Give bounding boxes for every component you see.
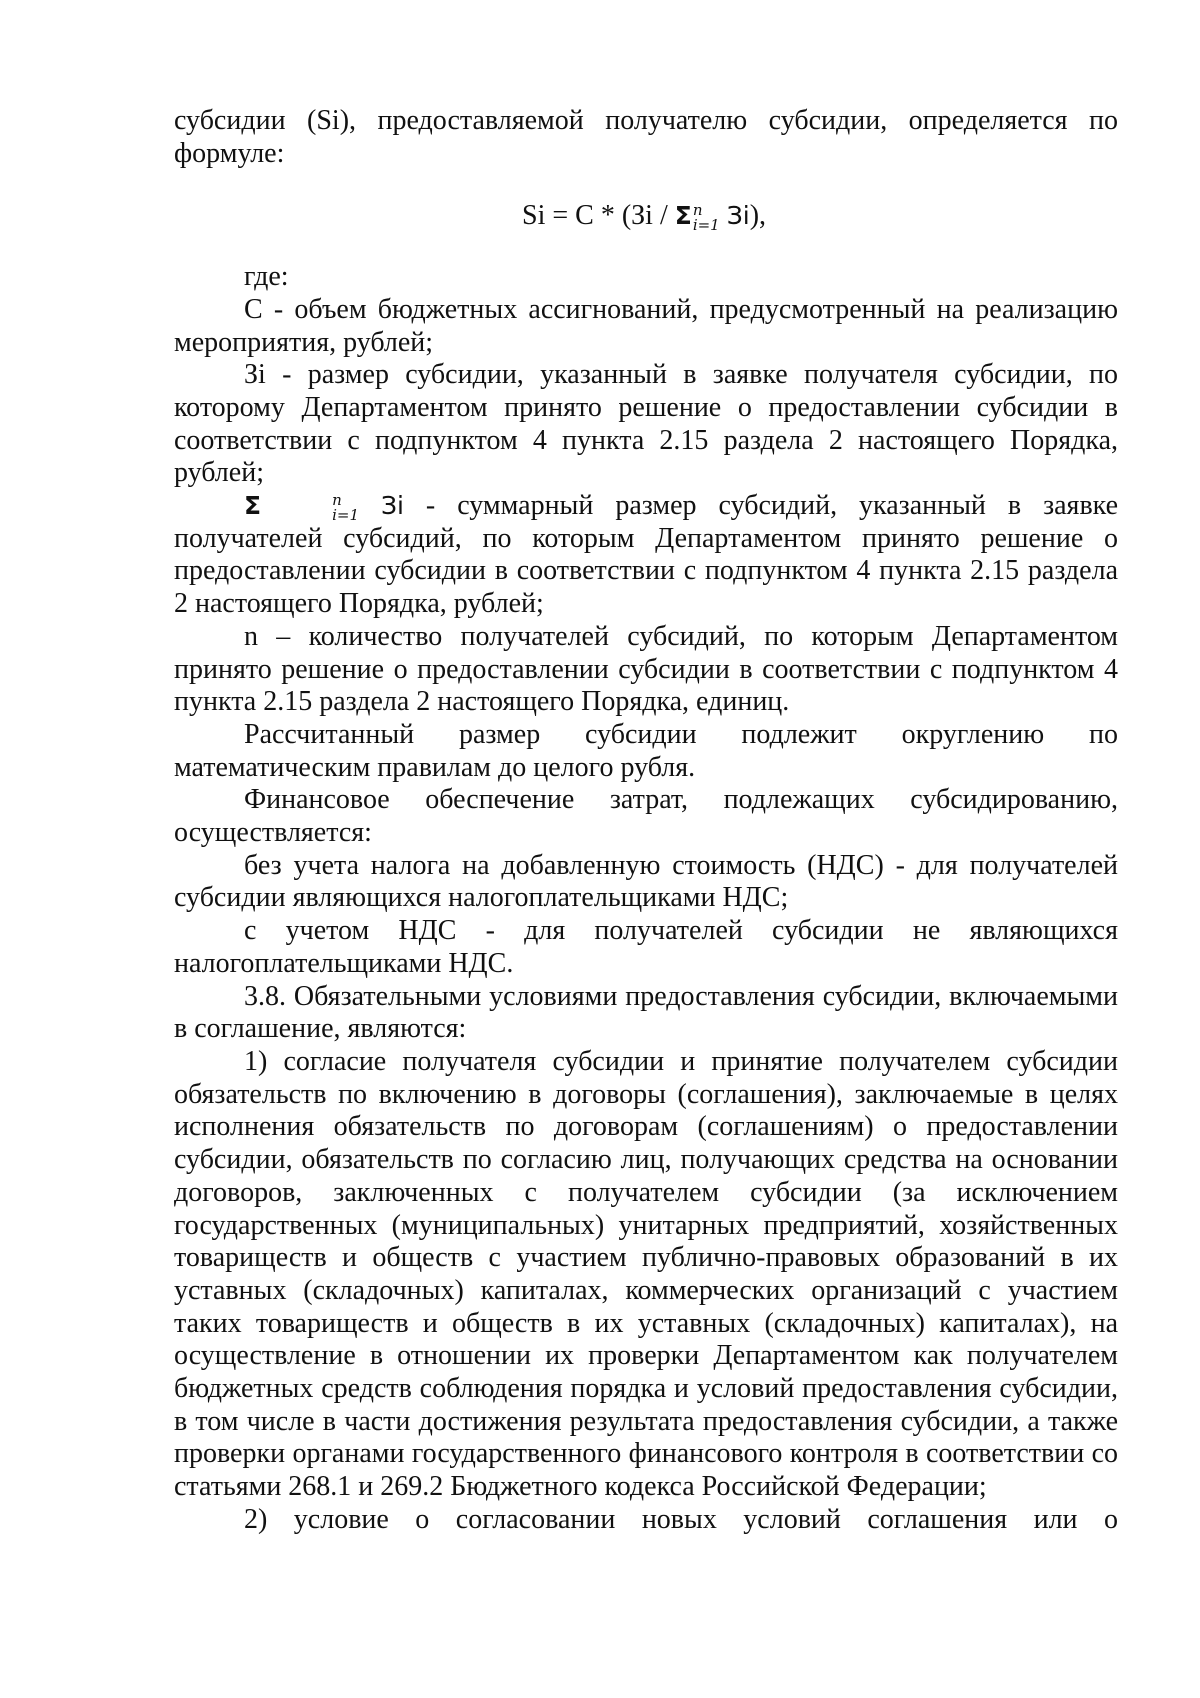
formula-left: Si = C * (Зi / [522,200,668,232]
definition-c: C - объем бюджетных ассигнований, предусмотренный на реализацию мероприятия, рублей; [174,293,1118,358]
sum-upper-limit: n [332,490,342,509]
with-vat-paragraph: с учетом НДС - для получателей субсидии не являющихся налогоплательщиками НДС. [174,915,1118,979]
intro-paragraph: субсидии (Si), предоставляемой получателю субсидии, определяется по формуле: [174,105,1118,169]
where-label: где: [244,261,289,293]
definition-zi: Зi - размер субсидии, указанный в заявке получателя субсидии, по которому Департаментом принято решение о предоставлении субсидии в соответствии с подпунктом 4 пункта 2.15 раздела 2 настоящего Порядка, рублей; [174,359,1118,489]
sum-lower-limit: i=1 [692,215,720,234]
without-vat-paragraph: без учета налога на добавленную стоимость (НДС) - для получателей субсидии являющихся налогоплательщиками НДС; [174,849,1118,914]
financing-paragraph: Финансовое обеспечение затрат, подлежащих субсидированию, осуществляется: [174,784,1118,849]
formula-term: Зi [726,201,750,231]
subsidy-formula [174,200,1118,233]
document-page [174,105,1118,1537]
sigma-symbol: Σ [244,491,262,521]
definition-n: n – количество получателей субсидий, по которым Департаментом принято решение о предоставлении субсидии в соответствии с подпунктом 4 пункта 2.15 раздела 2 настоящего Порядка, единиц. [174,620,1118,718]
sigma-symbol: Σ [674,201,692,231]
formula-right: ), [749,200,767,232]
definition-sum-text: - суммарный размер субсидий, указанный в заявке получателей субсидий, по которым Департаментом принято решение о предоставлении субсидии в соответствии с подпунктом 4 пункта 2.15 раздела 2 настоящего Порядка, рублей; [174,490,1118,620]
sum-term: Зi [380,491,404,521]
definition-sum [174,490,1118,621]
sum-lower-limit: i=1 [332,505,359,524]
item-2: 2) условие о согласовании новых условий соглашения или о [244,1503,1118,1535]
clause-3-8: 3.8. Обязательными условиями предоставления субсидии, включаемыми в соглашение, являются: [174,980,1118,1045]
item-1: 1) согласие получателя субсидии и принятие получателем субсидии обязательств по включению в договоры (соглашения), заключаемые в целях исполнения обязательств по договорам (соглашениям) о предоставлении субсидии, обязательств по согласию лиц, получающих средства на основании договоров, заключенных с получателем субсидии (за исключением государственных (муниципальных) унитарных предприятий, хозяйственных товариществ и обществ с участием публично-правовых образований в их уставных (складочных) капиталах, коммерческих организаций с участием таких товариществ и обществ в их уставных (складочных) капиталах), на осуществление в отношении их проверки Департаментом как получателем бюджетных средств соблюдения порядка и условий предоставления субсидии, в том числе в части достижения результата предоставления субсидии, а также проверки органами государственного финансового контроля в соответствии со статьями 268.1 и 269.2 Бюджетного кодекса Российской Федерации; [174,1045,1118,1503]
sum-upper-limit: n [692,200,703,219]
formula-sum [675,200,720,233]
rounding-paragraph: Рассчитанный размер субсидии подлежит округлению по математическим правилам до целого рубля. [174,718,1118,783]
